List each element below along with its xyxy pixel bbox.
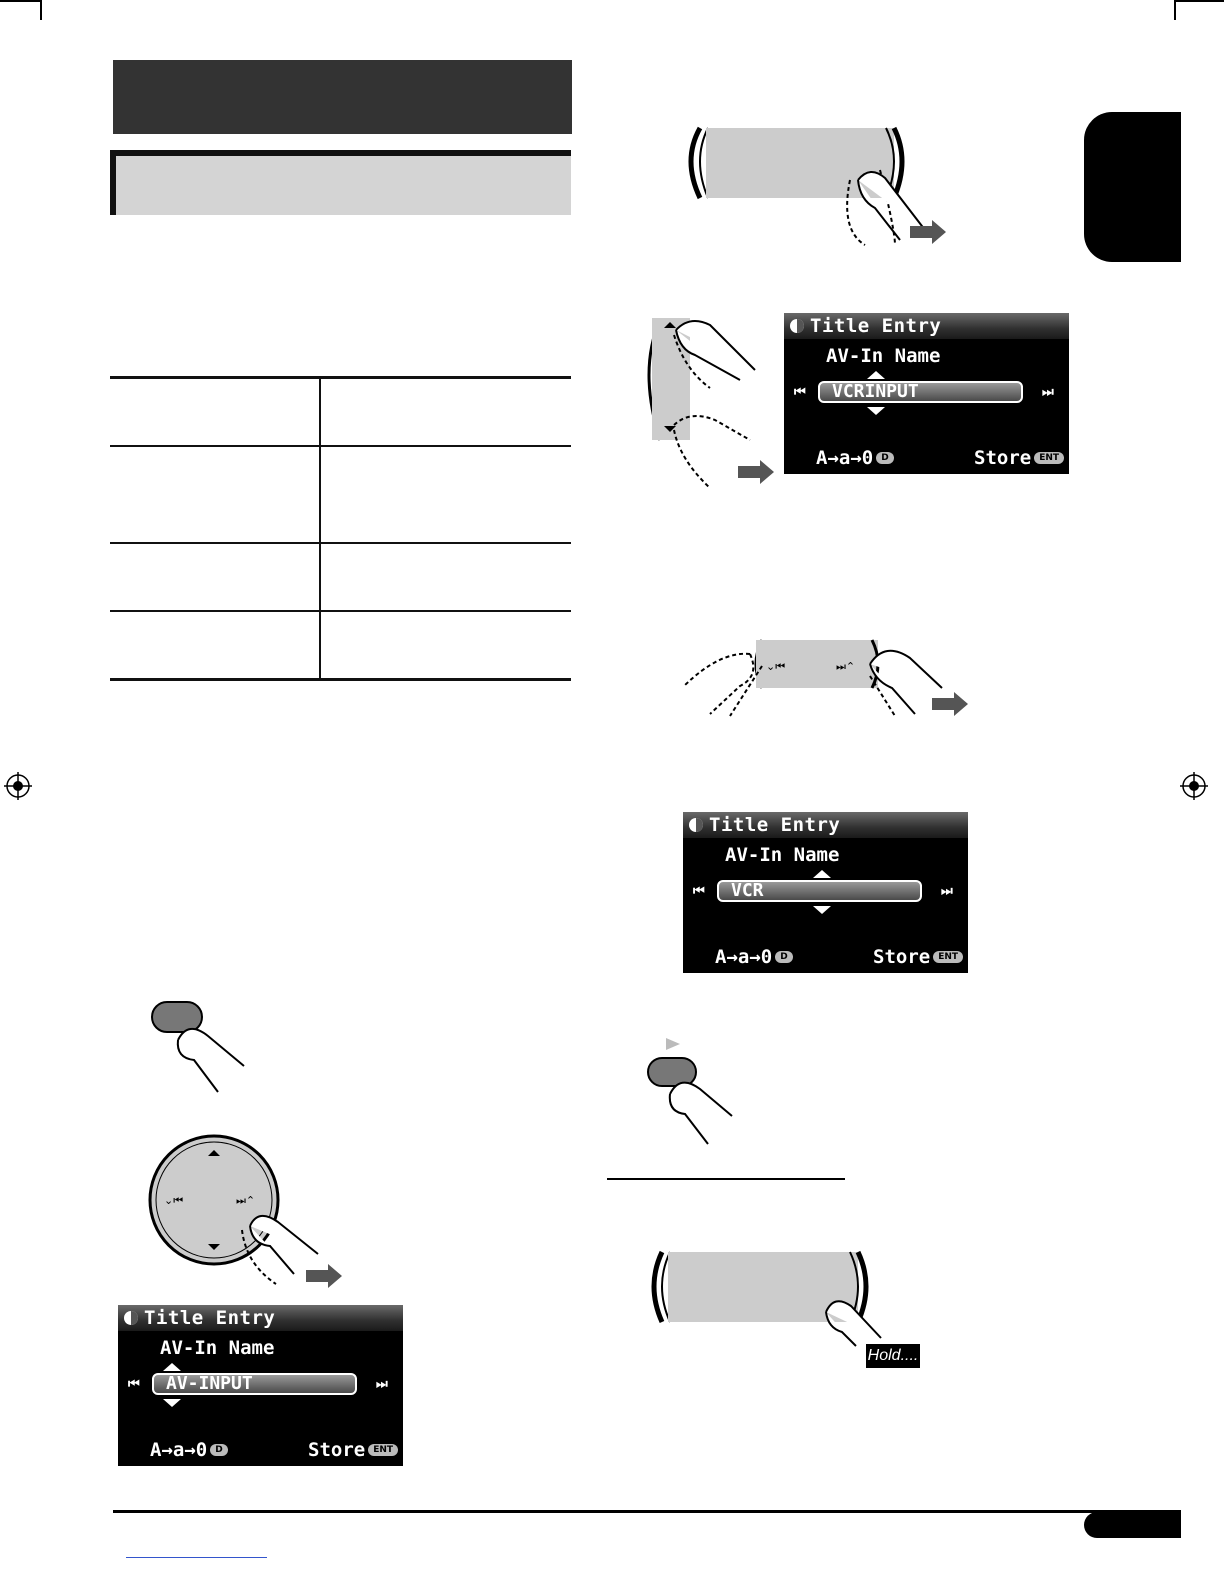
up-arrow-icon	[163, 1363, 181, 1371]
case-mode-indicator	[150, 1439, 228, 1461]
skip-back-icon: ⏮	[693, 884, 705, 899]
lcd-title-bar	[784, 313, 1069, 339]
mode-badge: D	[775, 951, 792, 963]
lcd-title-entry-3	[118, 1305, 403, 1466]
case-mode-text: A→a→0	[816, 447, 874, 469]
up-arrow-icon	[867, 371, 885, 379]
case-mode-text: A→a→0	[150, 1439, 208, 1461]
svg-text:⏭⌃: ⏭⌃	[236, 1194, 256, 1207]
table-row	[110, 543, 571, 611]
up-down-buttons-illustration	[640, 310, 790, 490]
case-mode-indicator	[816, 447, 894, 469]
lcd-name-field: VCRINPUT	[818, 381, 1023, 403]
crop-mark	[1174, 0, 1224, 2]
up-arrow-icon	[813, 870, 831, 878]
disc-icon	[689, 818, 703, 832]
store-indicator	[974, 447, 1064, 469]
settings-table	[110, 376, 571, 681]
registration-mark-left	[4, 772, 32, 800]
skip-back-icon: ⏮	[128, 1377, 140, 1392]
round-control-dial-illustration	[146, 1134, 346, 1294]
crop-mark	[40, 0, 42, 20]
down-arrow-icon	[163, 1399, 181, 1407]
registration-mark-right	[1180, 772, 1208, 800]
svg-text:⌄⏮: ⌄⏮	[164, 1194, 184, 1207]
button-press-illustration	[146, 996, 256, 1096]
control-dial-press-illustration	[680, 120, 960, 250]
lcd-title-bar	[118, 1305, 403, 1331]
down-arrow-icon	[867, 407, 885, 415]
svg-text:⏭⌃: ⏭⌃	[836, 660, 856, 673]
skip-forward-icon: ⏭	[376, 1377, 388, 1392]
disc-icon	[790, 319, 804, 333]
lcd-name-field: AV-INPUT	[152, 1373, 357, 1395]
skip-forward-icon: ⏭	[941, 884, 953, 899]
section-header-bar	[113, 60, 572, 134]
store-text: Store	[873, 946, 931, 968]
case-mode-text: A→a→0	[715, 946, 773, 968]
language-tab	[1084, 112, 1181, 262]
table-row	[110, 446, 571, 543]
crop-mark	[1174, 0, 1176, 20]
lcd-subtitle: AV-In Name	[826, 345, 941, 367]
skip-back-icon: ⏮	[794, 385, 806, 400]
case-mode-indicator	[715, 946, 793, 968]
store-indicator	[873, 946, 963, 968]
control-dial-hold-illustration	[646, 1246, 886, 1346]
divider-line	[607, 1178, 845, 1180]
store-text: Store	[308, 1439, 366, 1461]
svg-text:⌄⏮: ⌄⏮	[766, 660, 786, 673]
lcd-title: Title Entry	[810, 315, 942, 337]
subsection-header-bar	[110, 150, 571, 215]
footer-link-line	[126, 1557, 267, 1558]
disc-icon	[124, 1311, 138, 1325]
store-badge: ENT	[1034, 452, 1064, 464]
footer-rule	[113, 1510, 1181, 1513]
left-right-buttons-illustration	[680, 636, 980, 722]
table-row	[110, 378, 571, 447]
lcd-title: Title Entry	[709, 814, 841, 836]
store-indicator	[308, 1439, 398, 1461]
mode-badge: D	[876, 452, 893, 464]
lcd-name-field: VCR	[717, 880, 922, 902]
hold-label: Hold....	[866, 1344, 920, 1368]
store-badge: ENT	[933, 951, 963, 963]
crop-mark	[0, 0, 40, 2]
page-number-tab	[1084, 1512, 1181, 1538]
play-button-press-illustration	[640, 1034, 750, 1146]
skip-forward-icon: ⏭	[1042, 385, 1054, 400]
store-text: Store	[974, 447, 1032, 469]
lcd-title-bar	[683, 812, 968, 838]
table-row	[110, 611, 571, 680]
lcd-title: Title Entry	[144, 1307, 276, 1329]
lcd-title-entry-1	[784, 313, 1069, 474]
down-arrow-icon	[813, 906, 831, 914]
store-badge: ENT	[368, 1444, 398, 1456]
lcd-title-entry-2	[683, 812, 968, 973]
lcd-subtitle: AV-In Name	[725, 844, 840, 866]
mode-badge: D	[210, 1444, 227, 1456]
lcd-subtitle: AV-In Name	[160, 1337, 275, 1359]
